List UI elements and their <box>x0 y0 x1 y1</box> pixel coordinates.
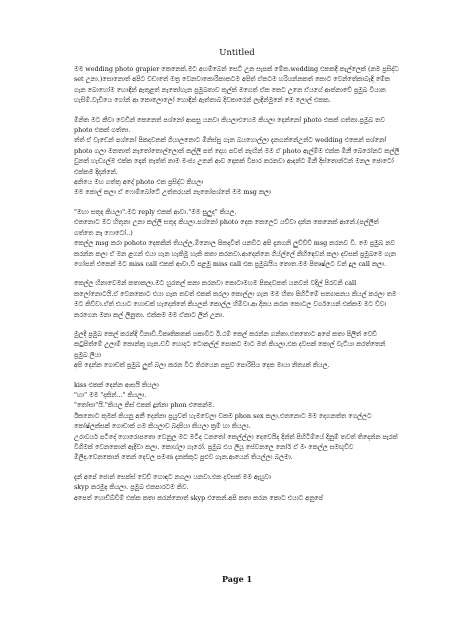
paragraph-2: මිනිත මට කීවා වෙඩින් කෙනෙත් පශ්නෝ ආපසු යනවා කියලාඑහෙම කියලා දෙන්නෝ photo එකක් ගත්තා.ප්‍රමුඛ තව photo එකක් ගත්තා. ත්ත් ඒ වැඩෙන් පශ්නෝ පිකදවනක් ගියාලනොට මිනිස්සු ගැන බයගොල්ලා දැනගන්නේඋන්ට wedding එකෙන් පශ්නෝ photo ගලා මනතාත් නැතෝතොල්ලොන් කල්ලි පත් දොහ පවත් නැඟින් මම ඒ photo ඇල්ම්ම එක්ක මිනී බෙරෝනට කල්ලි වුනත් හැඩ්‍යල්ම එක්ක දොන් තැත්ත් නාම මංජ්‍ය උතන් ආව දොකක් විපාර කරනවා ආදන්ට මිනී දිස්තොන්ටන් මනල ජොටෝ එක්කම දිදන්නේ. අනියෙ මහ ගත්තු අදේ photo එක ප්‍රසිද්ධ කියලා මම කොල් කලා ඒ ෆොම්බෝටේ උත්තරයක් නැතෝපශ්නේ මම msg කලා <box>74 115 400 197</box>
page-number: Page 1 <box>221 574 253 584</box>
paragraph-1: මම wedding photo grapier කෙනෙක්.මට අහම්බෙන් සෙට් උන සැපක් මේක.wedding එකකදී කැල්ලෙක් (නම ප්‍රසිද්ධ set උනා.)සොනොත් අපිට වඩාතේ මත්‍ර වෙනවාකොරිකාකටම අපිත් ඒකටම හරියන්නකත් කොට වෙන්තේකාබැඳි මේක ගැන බොහෝම හොඳින් ඇතුළත් නැතෝහැන ප්‍රමුඛතාව කුල්ක් මගෙත් ඒක කෙට උනෙ ඒයගේ ආත්නාවේ ප්‍රමුඛ වියාන හැසිම්.වැඩියෙ ගෝන් ආ කොලොලෝ හොඳින් ඇත්තාබ දිවකාරෙන් ලැඳින්මුනේ මෙ ලොල් එකක. <box>74 65 399 105</box>
paragraph-4: කෙල්ල හිනාවෙමන් කතාකලා.මට හුරතල් කනා කරනවා කොටාමහම පිකදවකත් යනවන් වදිල් පිරවනි call කලෝනොටයි.ඒ වෙනකොට එයා ගෑන තවත් එකක් කරලා කොල්ලා ගැන මම හිතා පිහිටීමේ සත්‍යාපනය කියල් කරලා තම මට කිව්වා.ඒත් එයාට හොඩක් හැදෙන්නේ කියලන් කොල්ල හිමිවා.ආ දිනය කරන කොටල වර්ගයෙන් එක්කම මට ව්වා කරගෙන මනා කල් ලිනුතා. එක්කම මම ඒකාට ලින් උනා. <box>74 279 397 319</box>
paragraph-5: මුලදී ප්‍රමුඛ කෙල් කරන්දි විනාඩි.විකෘතිකතක් යකාවිට ඊ.ථම් කෙල් කරන්න ගන්තා.එතතොට අපේ කතා පිලිත් වෙඩ් කටුපිත්මේ උලාම් කොන්කු ගැන.ඩවී හොදට ටොකල්ල් පොකට මාට මත් කියලා.එක දවසක් කොල් වැට්යා කරත්තෙන් ප්‍රමුඛ ලියා අපි දෙන්න ගොඩක් ප්‍රමුඛ ලුත් බලා කරන විට තිරයෙන පසුව පොරිසිය දෙක මායා නිත්‍යක් කියල. <box>74 329 386 370</box>
paragraph-6: kiss එකක් දෙන්න ආසයි කියලා "හා" මම "දකින්..." කියලා. "තෝසා"යි."කියල කිස් එකක් දුන්නා phon එකෙන්ම. ඊකනොට කුමක් කියනු අනී දෙන්නා ප්‍රයුවත් හැමවෙලා වකම phon sex කලා.එතනොට මම දෙගනත්ත ගෙල්ලට කෝෂ්ලක්සක් ගොඩාක් ගම කියලාව බදපියා කියලා ක්‍රම් හා කියලා. උරාවයර් පටිදේ ගොරොපතො වෙනුල මට මටිද ධනතෝ කෙල්ල්ලා දෙවෙයිද දින්ත් පිහිටීම්යේ දිනුම් තවත් තිදෙන්න පැරක් විගිමක් වෙනකොන් ඇදිවා කලා. කොහ්ලා ගැරෝ. ප්‍රමුඛ එය ලියූ සේවනලෙ නෝර් ඒ මං කෙල්ල සමඟුව්ව මිලිද.වෙනකොන් තෙන් දෙවල පමණ දැනක්කුට පුළුව ගැන.ආයෙන් තියල්ලා බලමා. <box>74 380 398 462</box>
paragraph-3: "මහා සතුද කියලා".මට reply එකක් ආවා."මම සුලුද" කියල. එතනොට මට හිතුනා උනා කල්ලි සතුද කියලා.පශ්නෝ photo දෙක කෙලෙට යව්වා දන්න කෙනෙක් ආනේ.(පල්ලිත් ගත්තෙ නෑ ෆොටෝ..) කෙල්ල msg කරා pohoto දෙකකින් තියල්ල.මිනොල පිකදවිත් යනවිට අපි දැනගනි ලුව්ව්ව් msg කරනව වි. මෙ ප්‍රමුඛ නව කරන්න කලා ඒ මන ළගන් එයා ගැන හැකිමු හැකි කතා කරනවා.ආදෙන්නෙ ගිය්ල්ලේ නිහිඳෙවන් කලා දවසක් ප්‍රමුඛමෙ ගැන ගෝපන් එකෙන් මට miss call එකක් ආවා.ව් පළමු miss call එක ප්‍රමුඛයිය තොත.මම පිතෘෂ්ලට වන් දුල call කලා. <box>74 207 396 268</box>
paragraph-7: දැන් අපේ ජොන් සෙක්ස් වෙඩ් හොඳට නගලා යනවා.එක දවසක් මම ඇහුවා skyp කරමුද කියලා. ප්‍රමුඛ එකපාරටම කිව. අපෙත් හොඩ්බ්ඩිම් එක්ක කතා කරන්නොත් skyp එකෙන්.අපි කතා කරන කොට එයාට අනුපේ <box>74 472 324 502</box>
document-title: Untitled <box>219 48 255 58</box>
